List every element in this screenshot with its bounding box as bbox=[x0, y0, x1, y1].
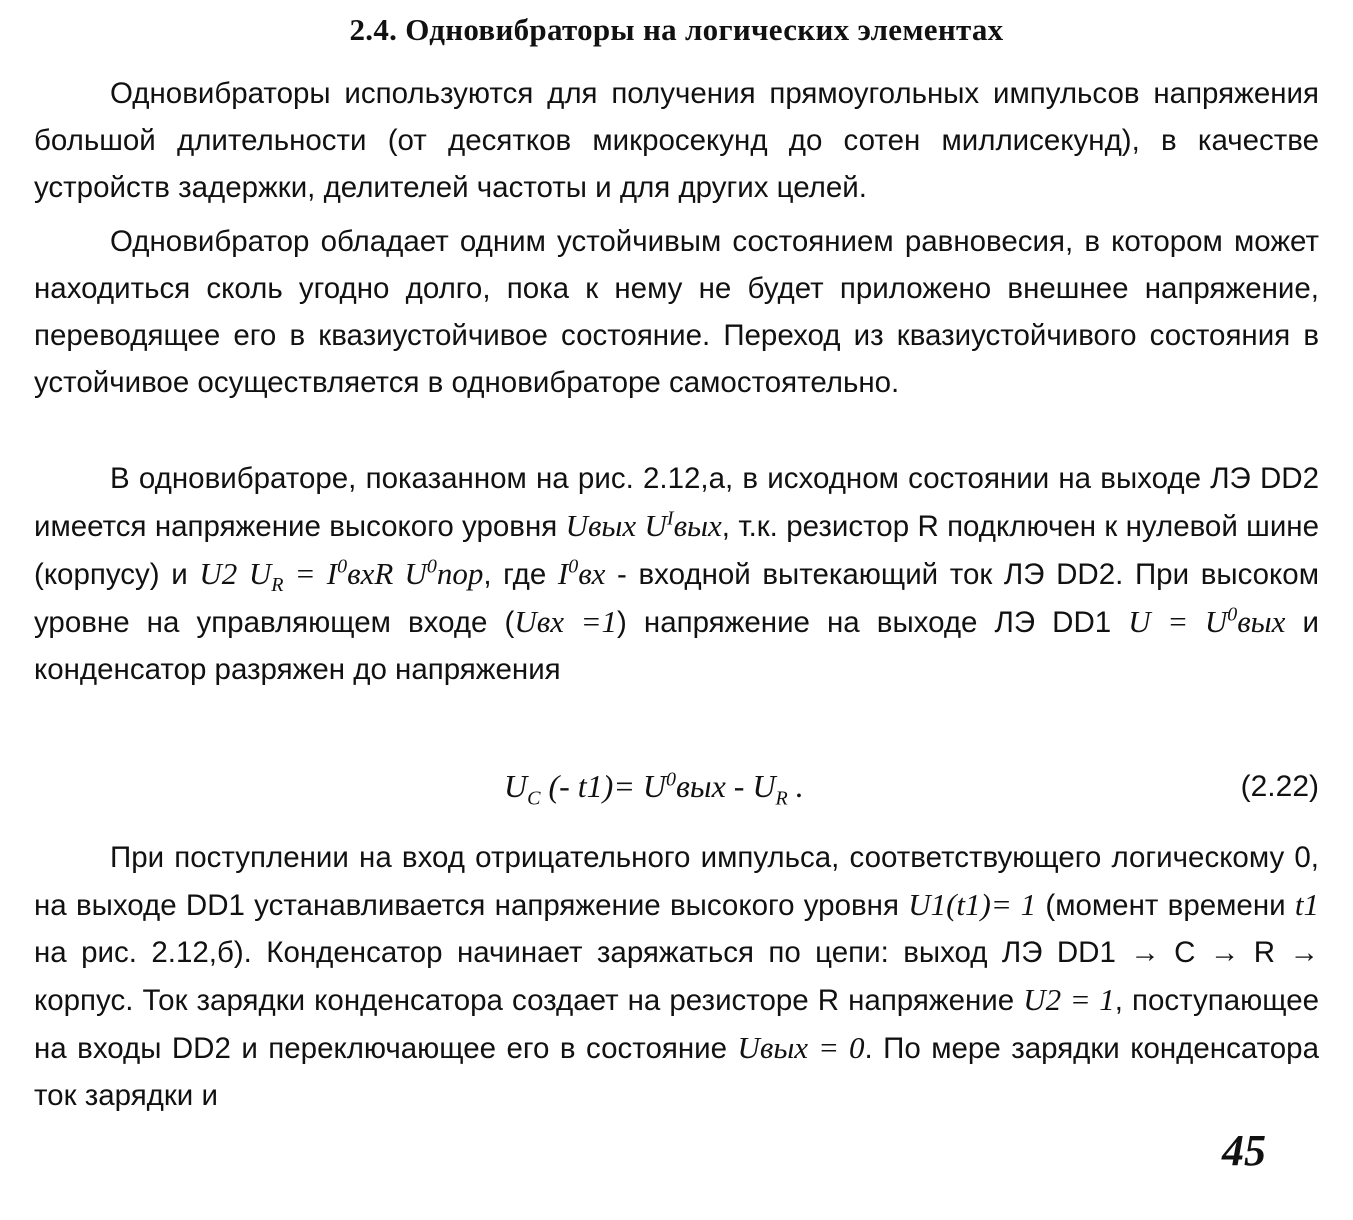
formula-part: I bbox=[557, 556, 569, 591]
formula-part: вхR bbox=[347, 556, 394, 591]
formula-superscript: 0 bbox=[568, 555, 579, 578]
text-fragment: - входной вытекающий ток ЛЭ DD2. При высоком уровне на управляющем входе ( bbox=[34, 558, 1319, 639]
text-fragment: (момент времени bbox=[1036, 889, 1295, 922]
formula-part: U bbox=[248, 556, 272, 591]
formula-u-in: Uвх =1 bbox=[514, 604, 618, 639]
paragraph-3 bbox=[34, 455, 1319, 693]
formula-u2-equals-1: U2 = 1 bbox=[1023, 982, 1115, 1017]
formula-subscript: C bbox=[527, 787, 541, 810]
equation-number: (2.22) bbox=[1240, 770, 1319, 803]
equation-2-22 bbox=[34, 768, 1319, 818]
formula-part: U = U bbox=[1128, 604, 1228, 639]
formula-u-out: Uвых bbox=[565, 508, 637, 543]
formula-t1: t1 bbox=[1294, 887, 1319, 922]
text-fragment: ) напряжение на выходе ЛЭ DD1 bbox=[617, 606, 1129, 639]
paragraph-3-text: В одновибраторе, показанном на рис. 2.12,а, в исходном состоянии на выходе ЛЭ DD2 имеется напряжение высокого уровня bbox=[34, 462, 1319, 543]
paragraph-4-text: При поступлении на вход отрицательного импульса, соответствующего логическому 0, на выходе DD1 устанавливается напряжение высокого уровня bbox=[34, 841, 1319, 922]
formula-part: вых - U bbox=[676, 768, 776, 804]
formula-part: (- t1)= U bbox=[540, 768, 667, 804]
formula-u-out-zero: Uвых = 0 bbox=[737, 1030, 865, 1065]
formula-u1-out bbox=[645, 508, 722, 543]
formula-superscript: 0 bbox=[426, 555, 437, 578]
formula-subscript: R bbox=[271, 574, 284, 597]
formula-superscript: I bbox=[666, 507, 674, 530]
formula-superscript: 0 bbox=[1227, 603, 1238, 626]
paragraph-2-text: Одновибратор обладает одним устойчивым состоянием равновесия, в котором может находиться сколь угодно долго, пока к нему не будет приложено внешнее напряжение, переводящее его в квазиустойчивое состояние. Переход из квазиустойчивого состояния в устойчивое осуществляется в одновибраторе самостоятельно. bbox=[34, 225, 1319, 399]
text-fragment: и конденсатор разряжен до напряжения bbox=[34, 606, 1319, 686]
formula-part: U bbox=[393, 556, 427, 591]
formula-ur bbox=[248, 556, 327, 597]
text-fragment: на рис. 2.12,б). Конденсатор начинает заряжаться по цепи: выход ЛЭ DD1 → C → R → корпус. Ток зарядки конденсатора создает на резисторе R напряжение bbox=[34, 936, 1319, 1017]
section-heading: 2.4. Одновибраторы на логических элементах bbox=[349, 12, 1004, 47]
formula-part: . bbox=[787, 768, 804, 804]
page-number: 45 bbox=[1222, 1126, 1266, 1175]
text-fragment bbox=[636, 510, 644, 543]
formula-part: I bbox=[326, 556, 338, 591]
formula-part: U bbox=[504, 768, 528, 804]
formula-part: = bbox=[283, 556, 327, 591]
formula-part: пор bbox=[436, 556, 484, 591]
text-fragment bbox=[237, 558, 249, 591]
formula-part: вх bbox=[578, 556, 606, 591]
text-fragment: . По мере зарядки конденсатора ток зарядки и bbox=[34, 1032, 1319, 1112]
formula-u-equals-u0-out bbox=[1128, 604, 1285, 639]
formula-part: U bbox=[644, 508, 667, 543]
paragraph-1 bbox=[34, 70, 1319, 211]
text-fragment: , поступающее на входы DD2 и переключающее его в состояние bbox=[34, 984, 1320, 1065]
formula-i0-in bbox=[558, 556, 606, 591]
paragraph-1-text: Одновибраторы используются для получения прямоугольных импульсов напряжения большой длительности (от десятков микросекунд до сотен миллисекунд), в качестве устройств задержки, делителей частоты и для других целей. bbox=[34, 77, 1319, 204]
formula-part: вых bbox=[673, 508, 722, 543]
paragraph-2 bbox=[34, 218, 1319, 406]
formula-u0-threshold bbox=[393, 556, 483, 591]
formula-superscript: 0 bbox=[666, 768, 677, 791]
formula-u1-t1: U1(t1)= 1 bbox=[908, 887, 1037, 922]
formula-superscript: 0 bbox=[337, 555, 348, 578]
equation-body bbox=[504, 768, 804, 810]
formula-i0-in-r bbox=[327, 556, 393, 591]
formula-part: вых bbox=[1237, 604, 1286, 639]
formula-subscript: R bbox=[775, 787, 788, 810]
paragraph-4 bbox=[34, 834, 1319, 1119]
text-fragment: , где bbox=[483, 558, 558, 591]
formula-u2: U2 bbox=[199, 556, 238, 591]
text-fragment: , т.к. резистор R подключен к нулевой шине (корпусу) и bbox=[34, 510, 1319, 591]
